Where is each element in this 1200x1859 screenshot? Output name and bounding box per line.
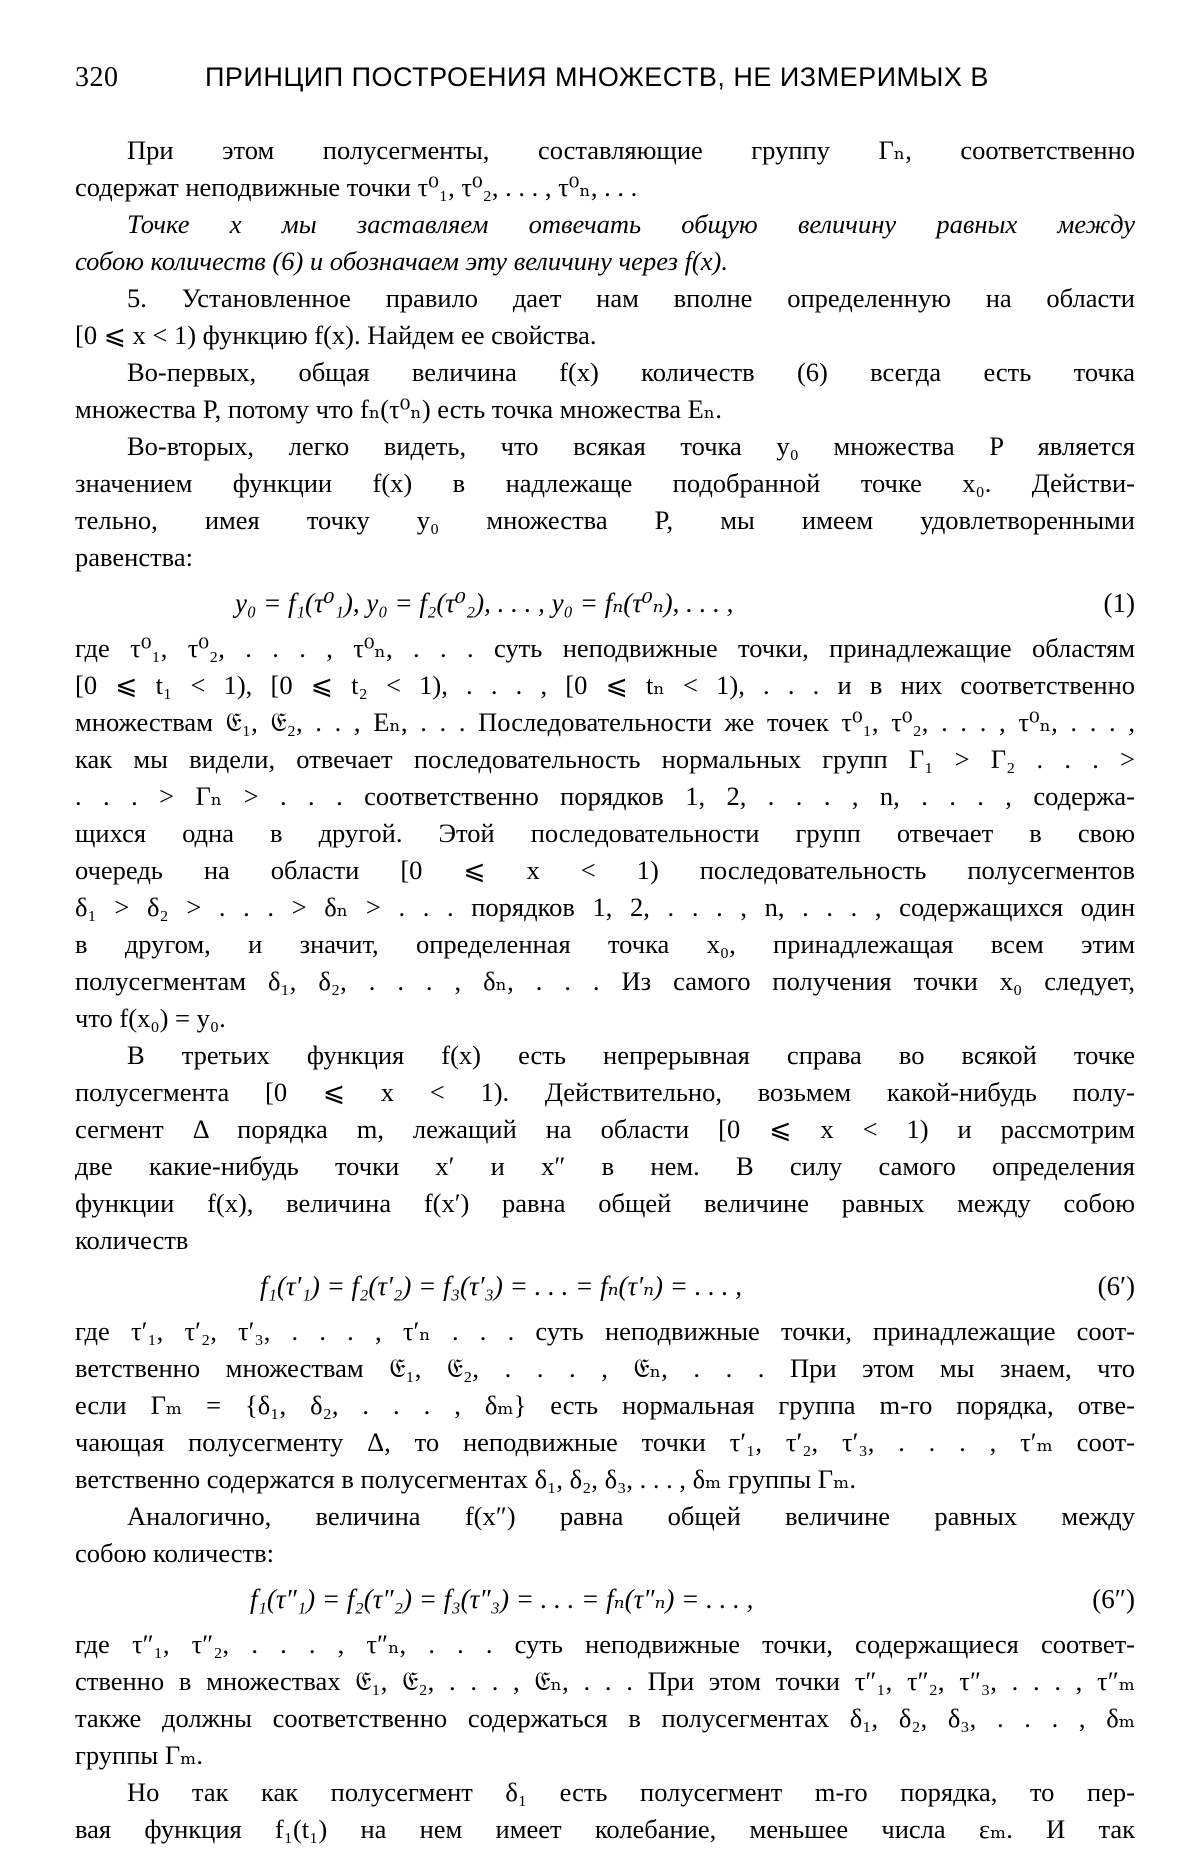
text-line: тельно, имея точку y₀ множества P, мы имеем удовлетворенными [75,505,1135,535]
equation-number: (6′) [1097,1271,1135,1301]
text-line: щихся одна в другой. Этой последовательности групп отвечает в свою [75,818,1135,848]
text-line: чающая полусегменту Δ, то неподвижные точки τ′₁, τ′₂, τ′₃, . . . , τ′ₘ соот- [75,1427,1135,1457]
text-line: собою количеств: [75,1538,274,1568]
page-body [75,132,1135,1848]
text-line: множества P, потому что fₙ(τ⁰ₙ) есть точка множества Eₙ. [75,394,722,424]
text-line: Во-вторых, легко видеть, что всякая точка y₀ множества P является [127,431,1135,461]
text-line: При этом полусегменты, составляющие группу Γₙ, соответственно [127,135,1135,165]
text-line: вая функция f₁(t₁) на нем имеет колебание, меньшее числа εₘ. И так [75,1814,1135,1844]
text-line: где τ′₁, τ′₂, τ′₃, . . . , τ′ₙ . . . суть неподвижные точки, принадлежащие соот- [75,1316,1135,1346]
equation-number: (1) [1103,588,1135,618]
text-line: ственно в множествах 𝔈₁, 𝔈₂, . . . , 𝔈ₙ, . . . При этом точки τ″₁, τ″₂, τ″₃, . . . , τ″ₘ [75,1666,1135,1696]
text-line: где τ″₁, τ″₂, . . . , τ″ₙ, . . . суть неподвижные точки, содержащиеся соответ- [75,1629,1135,1659]
page-number: 320 [75,62,119,93]
text-line: Во-первых, общая величина f(x) количеств (6) всегда есть точка [127,357,1135,387]
text-line: количеств [75,1225,189,1255]
text-line: также должны соответственно содержаться в полусегментах δ₁, δ₂, δ₃, . . . , δₘ [75,1703,1135,1733]
equation-1 [75,576,1135,630]
text-line: равенства: [75,542,193,572]
text-line: Но так как полусегмент δ₁ есть полусегмент m-го порядка, то пер- [127,1777,1135,1807]
text-line: множествам 𝔈₁, 𝔈₂, . . , Eₙ, . . . Последовательности же точек τ⁰₁, τ⁰₂, . . . , τ⁰ₙ, . . . , [75,707,1135,737]
text-line: полусегментам δ₁, δ₂, . . . , δₙ, . . . Из самого получения точки x₀ следует, [75,966,1135,996]
text-line: что f(x₀) = y₀. [75,1003,226,1033]
text-line: группы Γₘ. [75,1740,204,1770]
text-line: собою количеств (6) и обозначаем эту величину через f(x). [75,246,728,276]
text-line: . . . > Γₙ > . . . соответственно порядков 1, 2, . . . , n, . . . , содержа- [75,781,1135,811]
equation-6-double-prime [75,1572,1135,1626]
equation-expression: f₁(τ′₁) = f₂(τ′₂) = f₃(τ′₃) = . . . = fₙ(τ′ₙ) = . . . , [260,1271,743,1301]
text-line: ветственно множествам 𝔈₁, 𝔈₂, . . . , 𝔈ₙ, . . . При этом мы знаем, что [75,1353,1135,1383]
text-line: сегмент Δ порядка m, лежащий на области [0 ⩽ x < 1) и рассмотрим [75,1114,1135,1144]
running-header [75,62,1135,108]
text-line: δ₁ > δ₂ > . . . > δₙ > . . . порядков 1, 2, . . . , n, . . . , содержащихся один [75,892,1135,922]
text-line: как мы видели, отвечает последовательность нормальных групп Γ₁ > Γ₂ . . . > [75,744,1135,774]
equation-expression: y₀ = f₁(τ⁰₁), y₀ = f₂(τ⁰₂), . . . , y₀ = fₙ(τ⁰ₙ), . . . , [235,588,734,618]
text-line: Точке x мы заставляем отвечать общую величину равных между [127,209,1135,239]
text-line: значением функции f(x) в надлежаще подобранной точке x₀. Действи- [75,468,1135,498]
equation-6-prime [75,1259,1135,1313]
text-line: ветственно содержатся в полусегментах δ₁, δ₂, δ₃, . . . , δₘ группы Γₘ. [75,1464,856,1494]
text-line: в другом, и значит, определенная точка x₀, принадлежащая всем этим [75,929,1135,959]
text-line: функции f(x), величина f(x′) равна общей величине равных между собою [75,1188,1135,1218]
text-line: если Γₘ = {δ₁, δ₂, . . . , δₘ} есть нормальная группа m-го порядка, отве- [75,1390,1135,1420]
equation-expression: f₁(τ″₁) = f₂(τ″₂) = f₃(τ″₃) = . . . = fₙ(τ″ₙ) = . . . , [250,1584,754,1614]
text-line: В третьих функция f(x) есть непрерывная справа во всякой точке [127,1040,1135,1070]
text-line: где τ⁰₁, τ⁰₂, . . . , τ⁰ₙ, . . . суть неподвижные точки, принадлежащие областям [75,633,1135,663]
text-line: полусегмента [0 ⩽ x < 1). Действительно, возьмем какой-нибудь полу- [75,1077,1135,1107]
equation-number: (6″) [1092,1584,1135,1614]
text-line: содержат неподвижные точки τ⁰₁, τ⁰₂, . . . , τ⁰ₙ, . . . [75,172,638,202]
text-line: очередь на области [0 ⩽ x < 1) последовательность полусегментов [75,855,1135,885]
running-title: ПРИНЦИП ПОСТРОЕНИЯ МНОЖЕСТВ, НЕ ИЗМЕРИМЫХ В [205,62,989,92]
text-line: [0 ⩽ t₁ < 1), [0 ⩽ t₂ < 1), . . . , [0 ⩽ tₙ < 1), . . . и в них соответственно [75,670,1135,700]
text-line: Аналогично, величина f(x″) равна общей величине равных между [127,1501,1135,1531]
text-line: 5. Установленное правило дает нам вполне определенную на области [127,283,1135,313]
text-line: две какие-нибудь точки x′ и x″ в нем. В силу самого определения [75,1151,1135,1181]
text-line: [0 ⩽ x < 1) функцию f(x). Найдем ее свойства. [75,320,597,350]
